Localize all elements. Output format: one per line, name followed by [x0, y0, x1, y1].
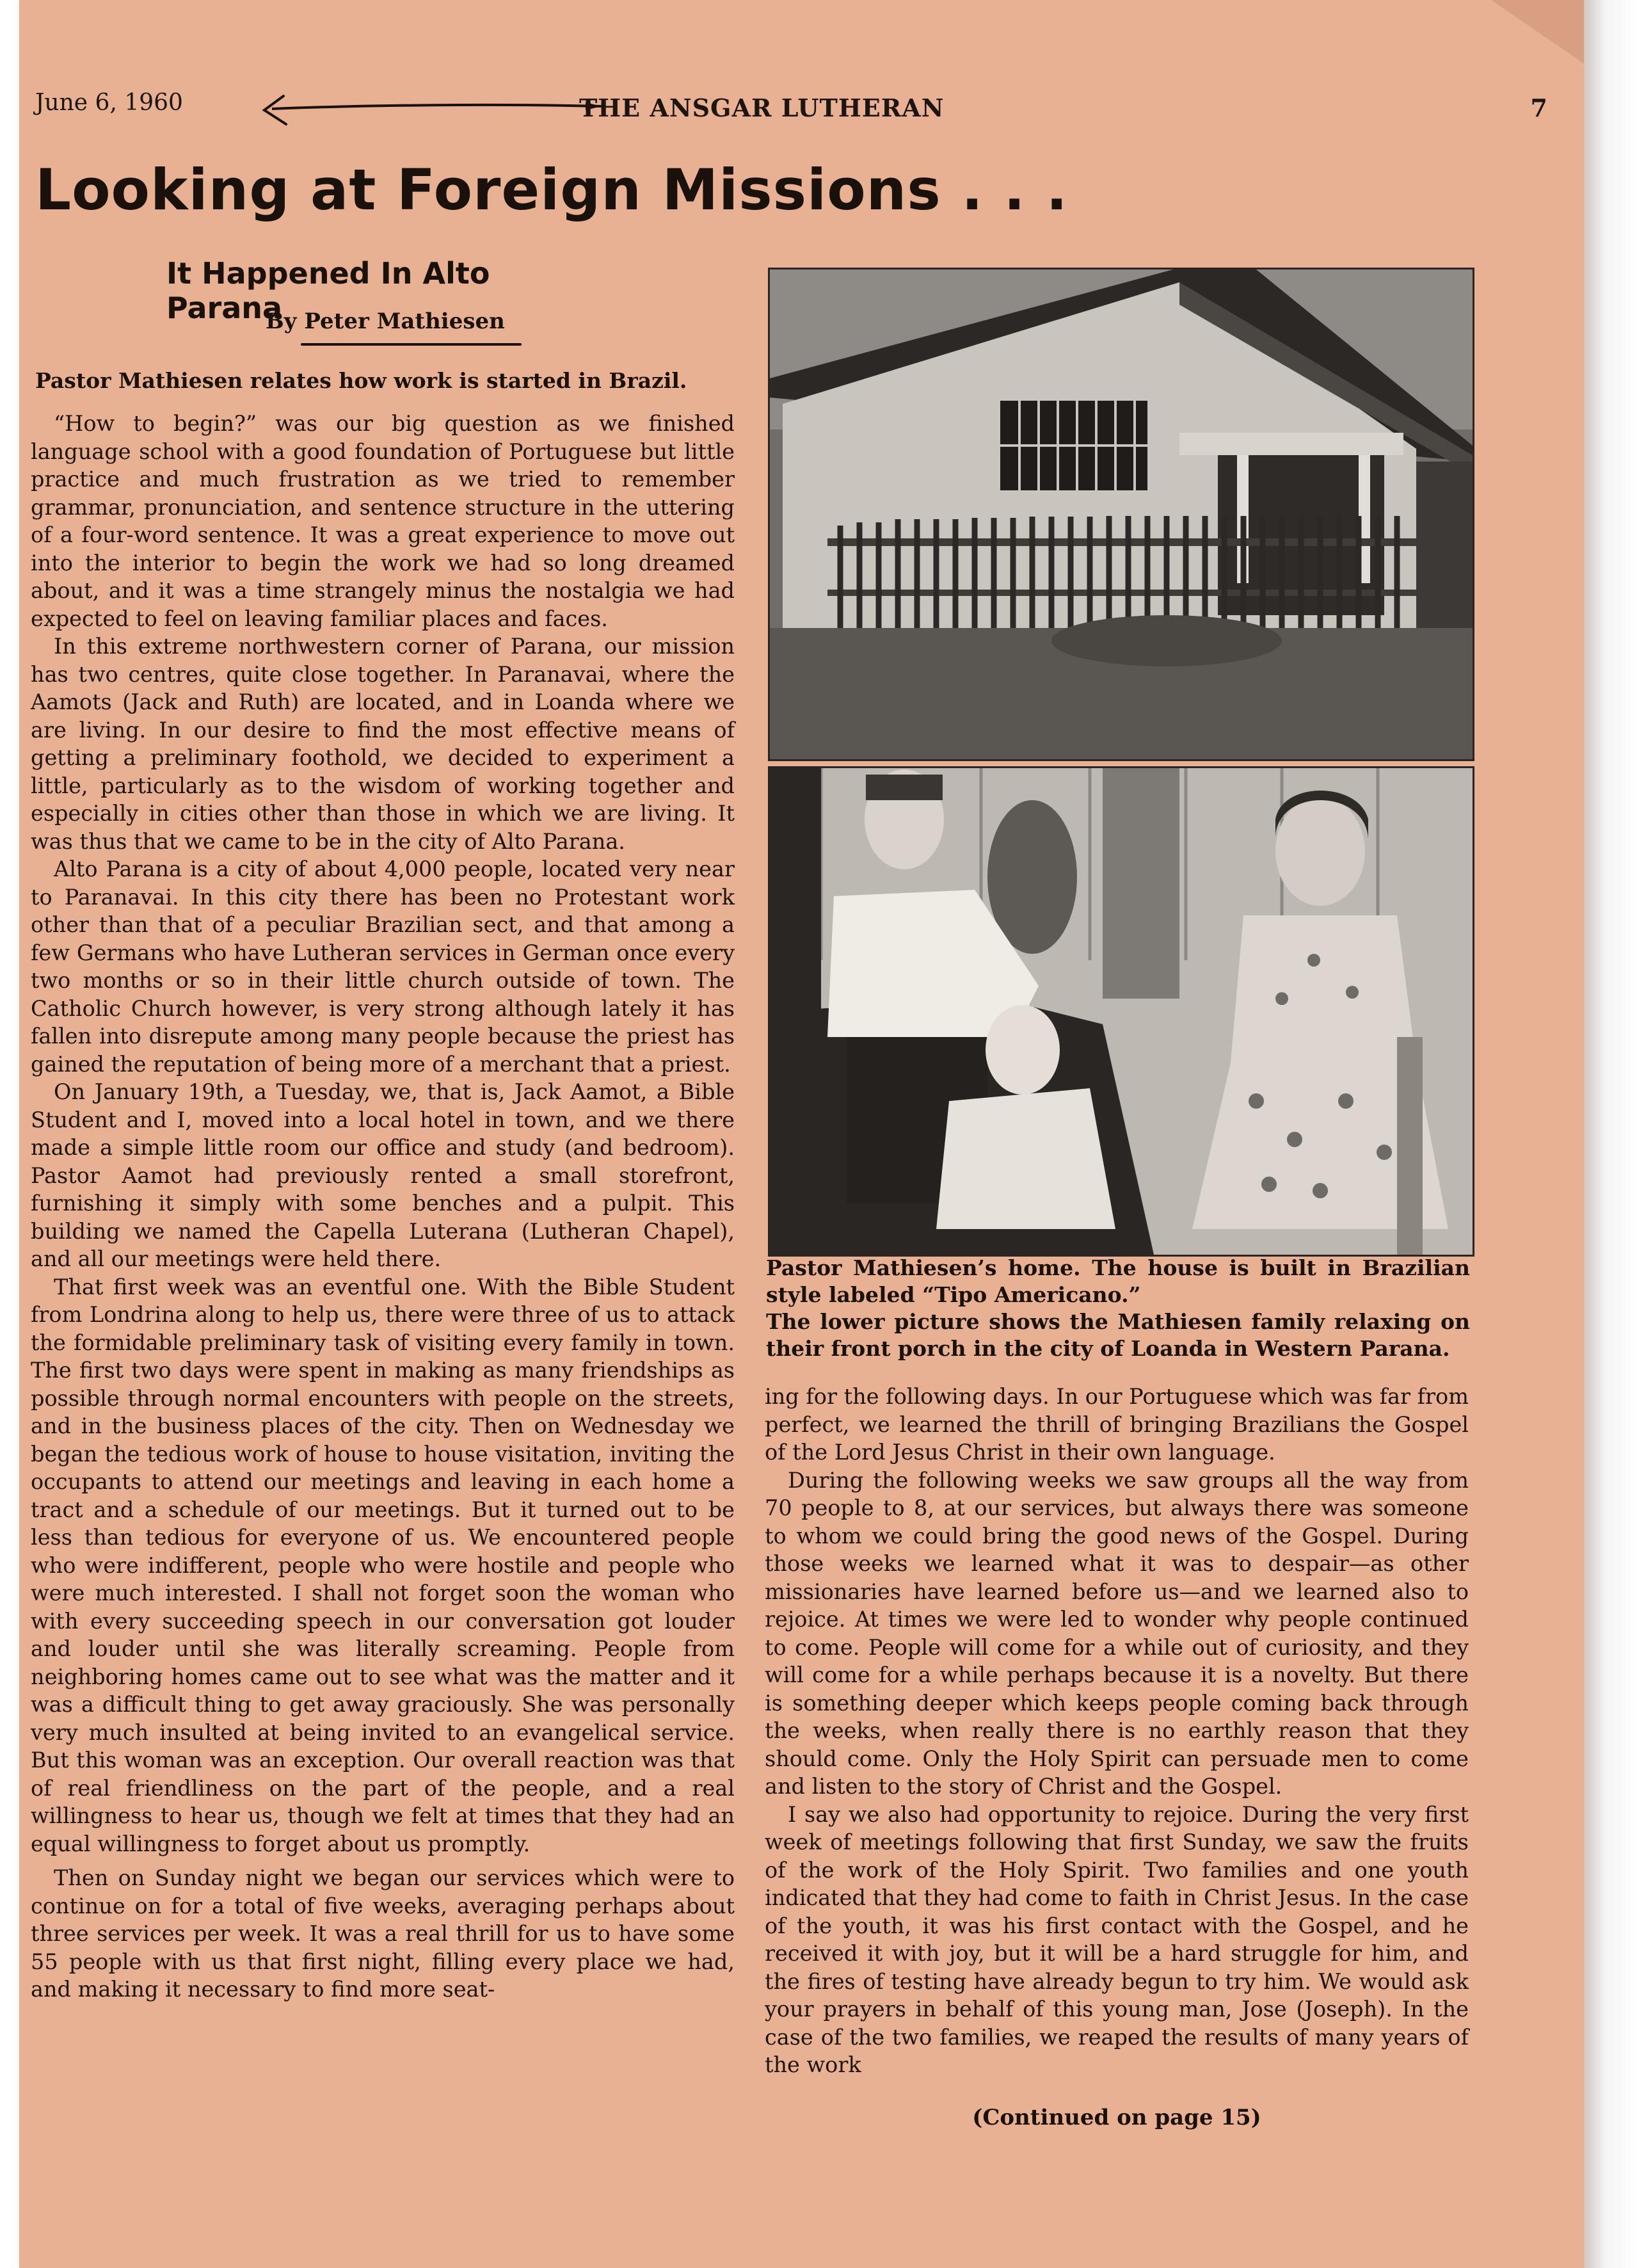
page-number: 7: [1530, 93, 1547, 122]
left-text-column: [31, 410, 735, 2004]
paragraph: “How to begin?” was our big question as we finished language school with a good foundation of Portuguese but little practice and much frustration as we tried to remember grammar, pronunciation, and sentence structure in the uttering of a four-word sentence. It was a great experience to move out into the interior to begin the work we had so long dreamed about, and it was a time strangely minus the nostalgia we had expected to feel on leaving familiar places and faces.: [31, 411, 735, 631]
article-byline: By Peter Mathiesen: [266, 309, 505, 334]
photo-caption: [766, 1255, 1470, 1362]
continued-note: (Continued on page 15): [972, 2105, 1261, 2130]
paragraph: ing for the following days. In our Portuguese which was far from perfect, we learned the thrill of bringing Brazilians the Gospel of the Lord Jesus Christ in their own language.: [765, 1384, 1469, 1465]
caption-line: Pastor Mathiesen’s home. The house is built in Brazilian style labeled “Tipo Americano.”: [766, 1255, 1470, 1307]
caption-line: The lower picture shows the Mathiesen family relaxing on their front porch in the city of Loanda in Western Parana.: [766, 1309, 1470, 1361]
hand-drawn-arrow-icon: [227, 95, 611, 127]
family-image: [770, 768, 1473, 1255]
article-lead: Pastor Mathiesen relates how work is started in Brazil.: [35, 368, 687, 393]
issue-date: June 6, 1960: [35, 90, 183, 116]
article-subtitle: It Happened In Alto Parana: [166, 256, 490, 325]
paragraph: On January 19th, a Tuesday, we, that is, Jack Aamot, a Bible Student and I, moved into a local hotel in town, and we there made a simple little room our office and study (and bedroom). Pastor Aamot had previously rented a small storefront, furnishing it simply with some benches and a pulpit. This building we named the Capella Luterana (Lutheran Chapel), and all our meetings were held there.: [31, 1079, 735, 1271]
paragraph: I say we also had opportunity to rejoice. During the very first week of meetings following that first Sunday, we saw the fruits of the work of the Holy Spirit. Two families and one youth indicated that they had come to faith in Christ Jesus. In the case of the youth, it was his first contact with the Gospel, and he received it with joy, but it will be a hard struggle for him, and the fires of testing have already begun to try him. We would ask your prayers in behalf of this young man, Jose (Joseph). In the case of the two families, we reaped the results of many years of the work: [765, 1801, 1469, 2077]
paragraph: Then on Sunday night we began our services which were to continue on for a total of five weeks, averaging perhaps about three services per week. It was a real thrill for us to have some 55 people with us that first night, filling every place we had, and making it necessary to find more seat-: [31, 1865, 735, 2002]
paragraph: In this extreme northwestern corner of Parana, our mission has two centres, quite close together. In Paranavai, where the Aamots (Jack and Ruth) are located, and in Loanda where we are living. In our desire to find the most effective means of getting a preliminary foothold, we decided to experiment a little, particularly as to the wisdom of working together and especially in cities other than those in which we are living. It was thus that we came to be in the city of Alto Parana.: [31, 634, 735, 854]
paragraph: That first week was an eventful one. With the Bible Student from Londrina along to help us, there were three of us to attack the formidable preliminary task of visiting every family in town. The first two days were spent in making as many friendships as possible through normal encounters with people on the streets, and in the business places of the city. Then on Wednesday we began the tedious work of house to house visitation, inviting the occupants to attend our meetings and leaving in each home a tract and a schedule of our meetings. But it turned out to be less than tedious for everyone of us. We encountered people who were indifferent, people who were hostile and people who were much interested. I shall not forget soon the woman who with every succeeding speech in our conversation got louder and louder until she was literally screaming. People from neighboring homes came out to see what was the matter and it was a difficult thing to get away graciously. She was personally very much insulted at being invited to an evangelical service. But this woman was an exception. Our overall reaction was that of real friendliness on the part of the people, and a real willingness to hear us, though we felt at times that they had an equal willingness to forget about us promptly.: [31, 1274, 735, 1856]
family-photo: [768, 766, 1474, 1257]
article-title: Looking at Foreign Missions . . .: [35, 157, 1068, 223]
page-header: [35, 90, 1602, 134]
scan-background-edge: [1584, 0, 1637, 2268]
byline-underline: [301, 343, 522, 346]
house-photo: [768, 268, 1474, 761]
house-image: [770, 269, 1473, 759]
paragraph: During the following weeks we saw groups all the way from 70 people to 8, at our services, but always there was someone to whom we could bring the good news of the Gospel. During those weeks we learned what it was to despair—as other missionaries have learned before us—and we learned also to rejoice. At times we were led to wonder why people continued to come. People will come for a while out of curiosity, and they will come for a while perhaps because it is a novelty. But there is something deeper which keeps people coming back through the weeks, when really there is no earthly reason that they should come. Only the Holy Spirit can persuade men to come and listen to the story of Christ and the Gospel.: [765, 1467, 1469, 1799]
right-text-column: [765, 1383, 1469, 2079]
publication-name: THE ANSGAR LUTHERAN: [579, 93, 945, 122]
paragraph: Alto Parana is a city of about 4,000 people, located very near to Paranavai. In this city there has been no Protestant work other than that of a peculiar Brazilian sect, and that among a few Germans who have Lutheran services in German once every two months or so in their little church outside of town. The Catholic Church however, is very strong although lately it has fallen into disrepute among many people because the priest has gained the reputation of being more of a merchant that a priest.: [31, 857, 735, 1077]
